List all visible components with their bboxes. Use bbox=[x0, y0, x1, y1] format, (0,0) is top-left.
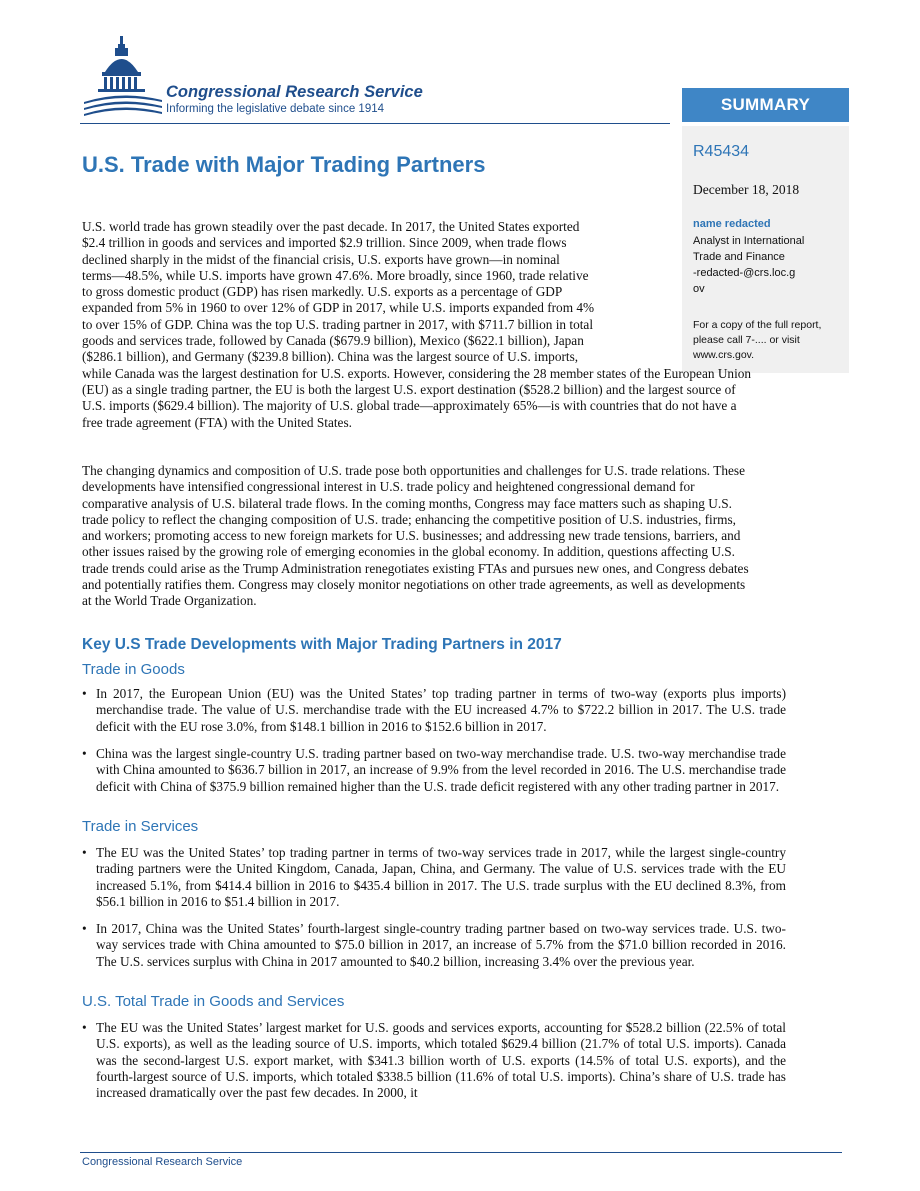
report-date: December 18, 2018 bbox=[693, 182, 800, 197]
org-tagline: Informing the legislative debate since 1914 bbox=[166, 103, 385, 115]
author-name: name redacted bbox=[693, 218, 771, 230]
summary-paragraph-1 bbox=[82, 219, 842, 431]
paragraph-line: and potentially ratifies them. Congress may closely monitor negotiations on other trade agreements, as well as developments bbox=[82, 577, 746, 593]
bullet-text: The EU was the United States’ top trading partner in terms of two-way services trade in 2017, while the largest single-country trading partners were the United Kingdom, Canada, Japan, China, and Germany. The value of U.S. services trade with the EU increased 5.1%, from $414.4 billion in 2016 to $435.4 billion in 2017. The U.S. trade surplus with the EU declined 8.3%, from $56.1 billion in 2016 to $51.4 billion in 2017. bbox=[96, 845, 786, 909]
paragraph-line: expanded from 5% in 1960 to over 12% of GDP in 2017, while U.S. imports expanded from 4% bbox=[82, 300, 595, 316]
footer-text: Congressional Research Service bbox=[82, 1156, 243, 1168]
paragraph-line: trade trends could arise as the Trump Administration renegotiates existing FTAs and pursues new ones, and Congress debates bbox=[82, 560, 749, 576]
paragraph-line: free trade agreement (FTA) with the United States. bbox=[82, 414, 352, 430]
paragraph-line: goods and services trade, followed by Canada ($679.9 billion), Mexico ($622.1 billion), Japan bbox=[82, 333, 584, 349]
paragraph-line: at the World Trade Organization. bbox=[82, 593, 257, 609]
paragraph-line: developments have intensified congressional interest in U.S. trade policy and heightened congressional demand for bbox=[82, 479, 695, 495]
bullet-text: China was the largest single-country U.S. trading partner based on two-way merchandise trade. U.S. two-way merchandise trade with China amounted to $636.7 billion in 2017, an increase of 9.9% from the level recorded in 2016. The U.S. merchandise trade deficit with China of $375.9 billion remained higher than the U.S. trade deficit registered with any other trading partner in 2017. bbox=[96, 746, 786, 794]
paragraph-line: while Canada was the largest destination for U.S. exports. However, considering the 28 member states of the European Union bbox=[82, 365, 752, 381]
paragraph-line: to gross domestic product (GDP) has risen markedly. U.S. exports as a percentage of GDP bbox=[82, 284, 563, 300]
bullet-icon: • bbox=[82, 1020, 87, 1035]
paragraph-line: (EU) as a single trading partner, the EU is both the largest U.S. export destination ($528.2 billion) and the largest source of bbox=[82, 381, 736, 397]
bullet-icon: • bbox=[82, 921, 87, 936]
total-trade-heading: U.S. Total Trade in Goods and Services bbox=[82, 993, 345, 1010]
author-title-line: Analyst in International bbox=[693, 235, 805, 247]
paragraph-line: U.S. world trade has grown steadily over the past decade. In 2017, the United States exported bbox=[82, 219, 580, 234]
paragraph-line: declined sharply in the midst of the financial crisis, U.S. exports have grown—in nominal bbox=[82, 251, 560, 267]
paragraph-line: to over 15% of GDP. China was the top U.S. trading partner in 2017, with $711.7 billion in total bbox=[82, 316, 594, 332]
trade-in-goods-heading: Trade in Goods bbox=[82, 661, 185, 678]
page-title: U.S. Trade with Major Trading Partners bbox=[82, 152, 486, 177]
trade-in-services-heading: Trade in Services bbox=[82, 818, 199, 835]
summary-label: SUMMARY bbox=[682, 88, 849, 122]
copy-note: For a copy of the full report, please call 7-.... or visit www.crs.gov. bbox=[693, 319, 822, 361]
summary-paragraph-2 bbox=[82, 463, 842, 610]
author-title-line: Trade and Finance bbox=[693, 251, 785, 263]
bullet-icon: • bbox=[82, 686, 87, 701]
footer-divider bbox=[80, 1152, 842, 1153]
paragraph-line: other issues raised by the growing role of emerging economies in the global economy. In addition, questions affecting U.S. bbox=[82, 544, 736, 560]
paragraph-line: U.S. imports ($629.4 billion). The majority of U.S. global trade—approximately 65%—is with countries that do not have a bbox=[82, 398, 737, 414]
bullet-text: The EU was the United States’ largest market for U.S. goods and services exports, accounting for $528.2 billion (22.5% of total U.S. exports), as well as the leading source of U.S. imports, which totaled $629.4 billion (21.7% of total U.S. imports). Canada was the second-largest U.S. export market, with $341.3 billion worth of U.S. exports (14.5% of total U.S. exports), and the fourth-largest source of U.S. imports, which totaled $338.5 billion (11.6% of total U.S. imports). China’s share of U.S. trade has increased dramatically over the past few decades. In 2000, it bbox=[96, 1020, 786, 1101]
paragraph-line: trade policy to reflect the changing composition of U.S. trade; enhancing the competitive position of U.S. industries, firms, bbox=[82, 511, 736, 527]
paragraph-line: and workers; promoting access to new foreign markets for U.S. businesses; and addressing new trade tensions, barriers, and bbox=[82, 528, 741, 544]
bullet-icon: • bbox=[82, 746, 87, 761]
org-name: Congressional Research Service bbox=[166, 83, 423, 101]
author-email-line: -redacted-@crs.loc.g bbox=[693, 267, 796, 279]
paragraph-line: ($286.1 billion), and Germany ($239.8 billion). China was the largest source of U.S. imports, bbox=[82, 349, 579, 365]
bullet-icon: • bbox=[82, 845, 87, 860]
bullet-text: In 2017, the European Union (EU) was the United States’ top trading partner in terms of two-way (exports plus imports) merchandise trade. The value of U.S. merchandise trade with the EU increased 4.7% to $722.2 billion in 2017. The U.S. trade deficit with the EU rose 3.0%, from $148.1 billion in 2016 to $152.6 billion in 2017. bbox=[96, 686, 786, 734]
author-email-line: ov bbox=[693, 283, 705, 295]
bullet-text: In 2017, China was the United States’ fourth-largest single-country trading partner based on two-way services trade. U.S. two-way services trade with China amounted to $75.0 billion in 2017, an increase of 5.7% from the $71.0 billion recorded in 2016. The U.S. services surplus with China in 2017 amounted to $40.2 billion, increasing 3.4% over the previous year. bbox=[96, 921, 786, 969]
paragraph-line: The changing dynamics and composition of U.S. trade pose both opportunities and challenges for U.S. trade relations. These bbox=[82, 463, 745, 478]
paragraph-line: comparative analysis of U.S. bilateral trade flows. In the coming months, Congress may face matters such as shaping U.S. bbox=[82, 495, 732, 511]
paragraph-line: terms—48.5%, while U.S. imports have grown 47.6%. More broadly, since 1960, trade relative bbox=[82, 267, 589, 283]
capitol-dome-logo bbox=[78, 32, 168, 124]
header-divider bbox=[80, 123, 670, 124]
key-developments-heading: Key U.S Trade Developments with Major Trading Partners in 2017 bbox=[82, 636, 562, 653]
paragraph-line: $2.4 trillion in goods and services and imported $2.9 trillion. Since 2009, when trade flows bbox=[82, 235, 567, 251]
report-id: R45434 bbox=[693, 143, 750, 160]
